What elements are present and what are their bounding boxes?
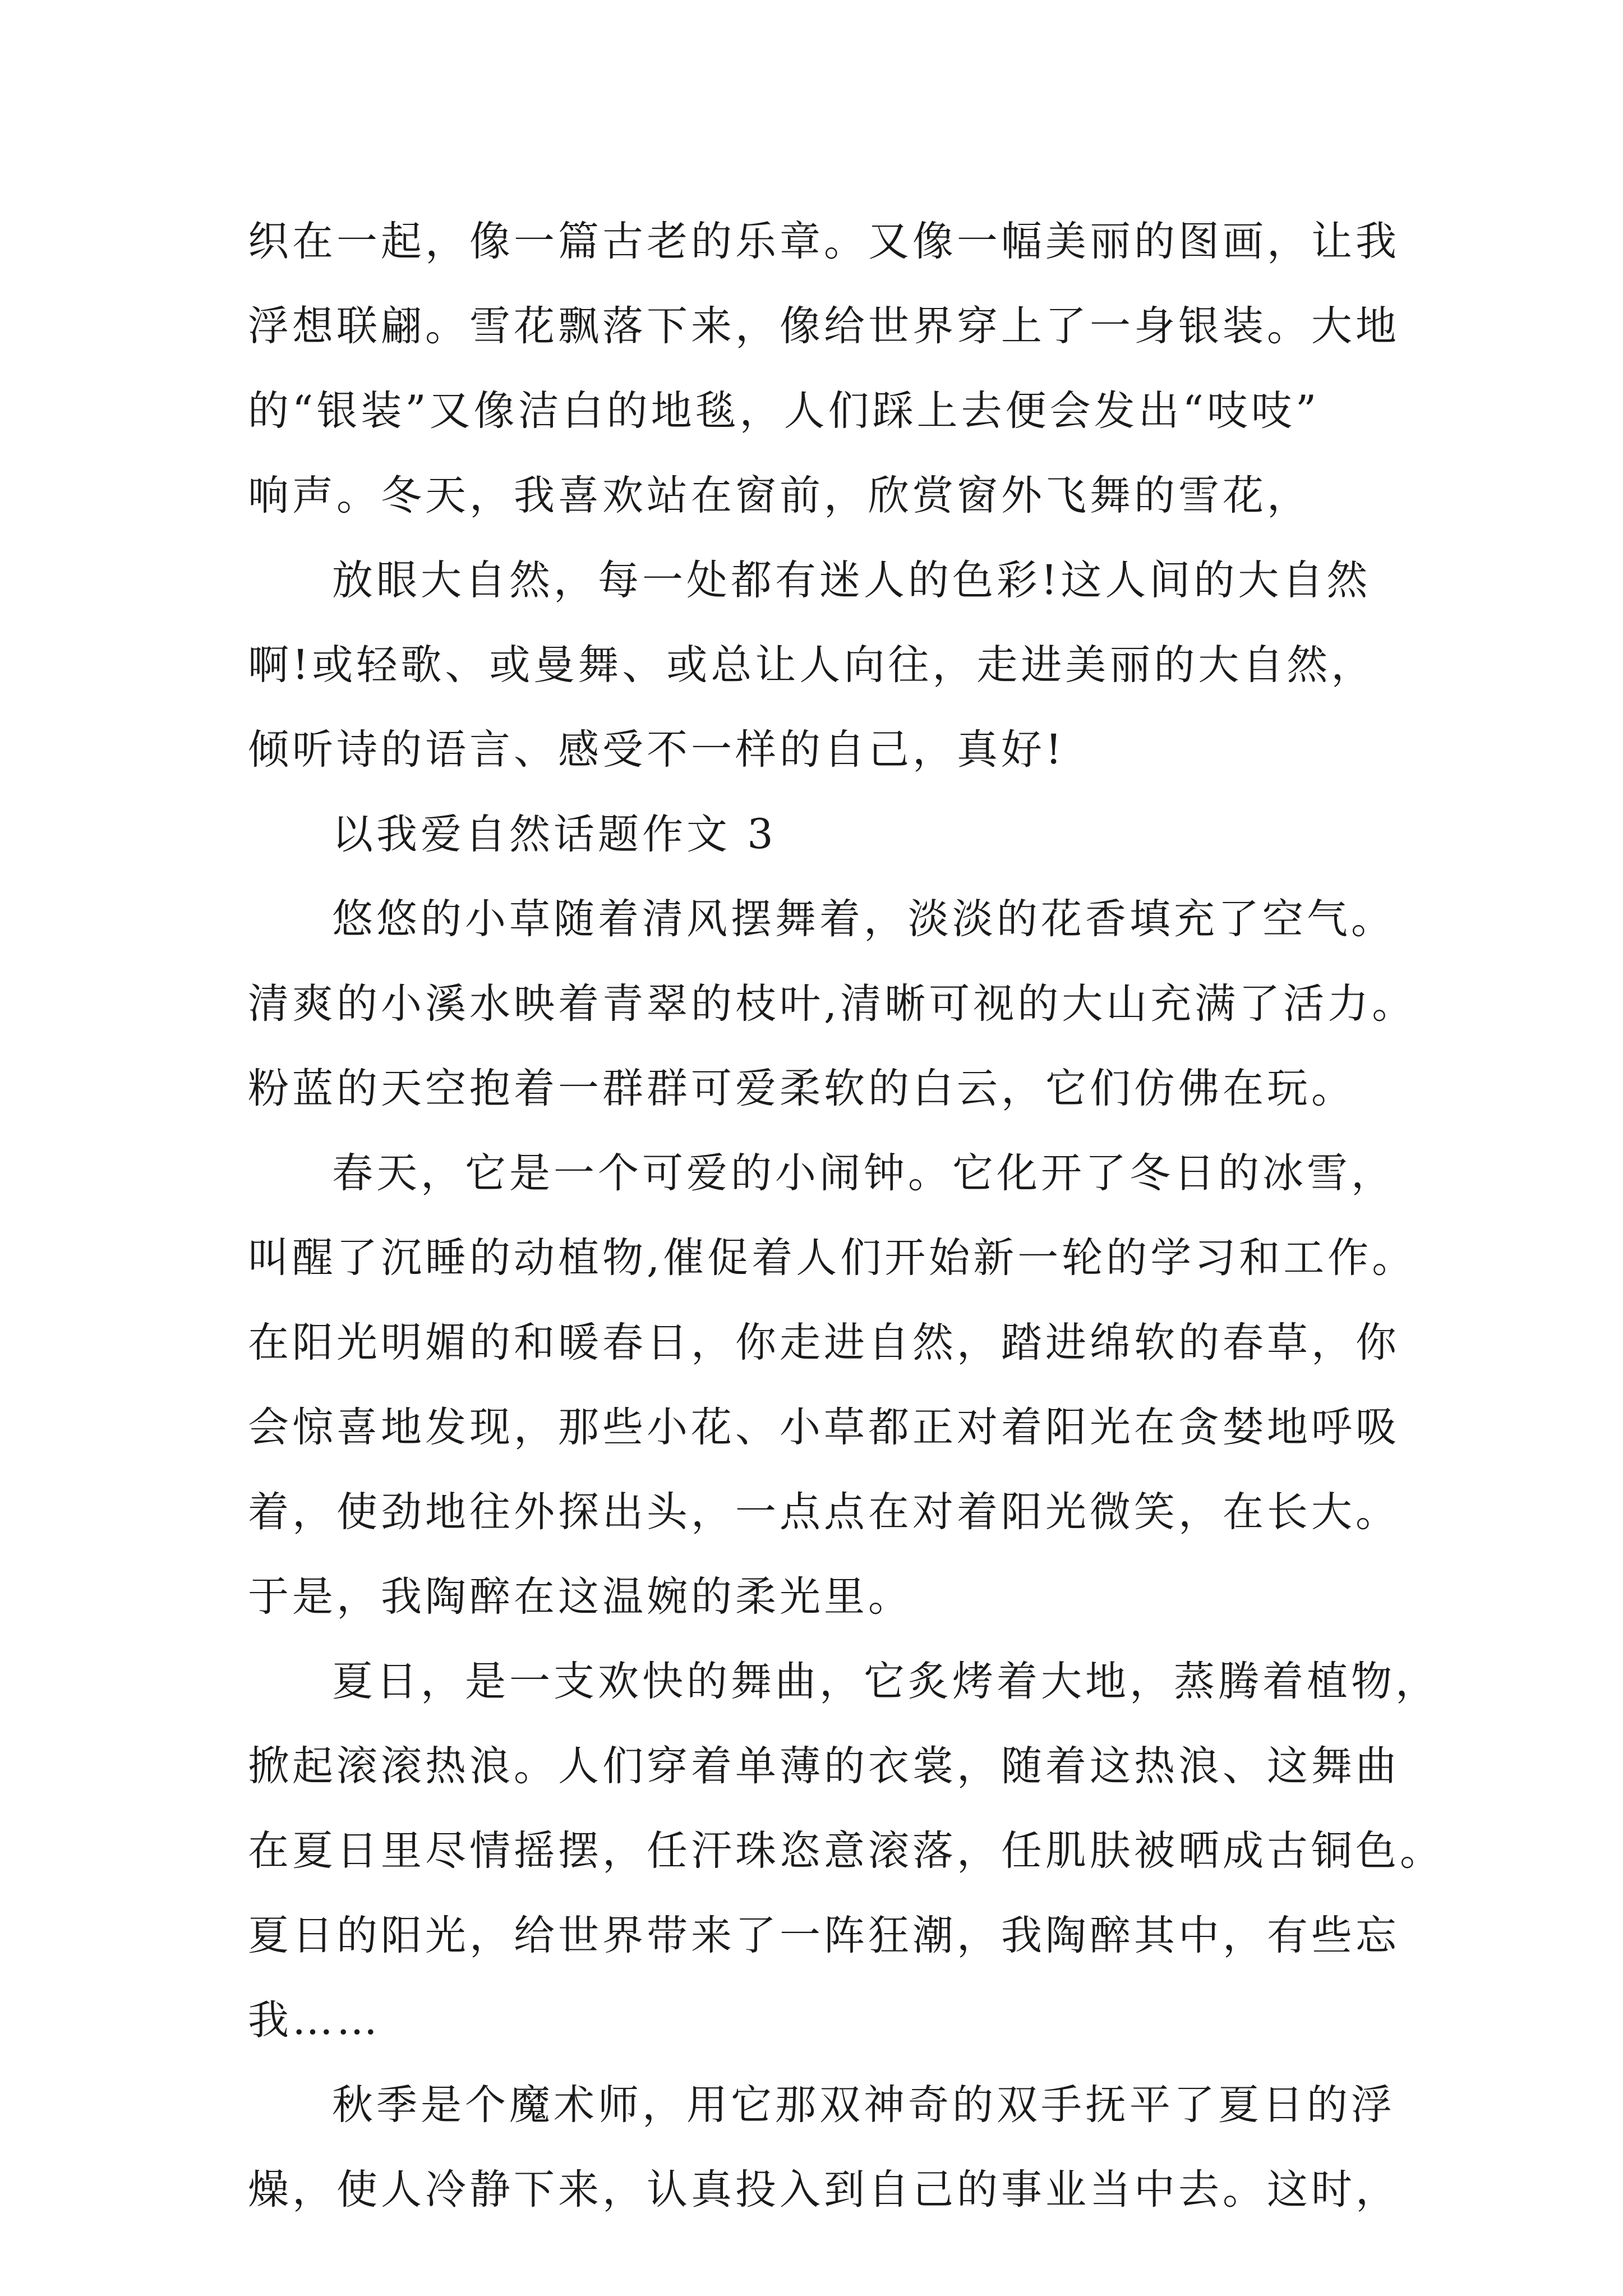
text-line: 粉蓝的天空抱着一群群可爱柔软的白云，它们仿佛在玩。 — [248, 1065, 1355, 1112]
text-line: 燥，使人冷静下来，认真投入到自己的事业当中去。这时， — [248, 2166, 1400, 2214]
text-line: 织在一起，像一篇古老的乐章。又像一幅美丽的图画，让我 — [248, 218, 1400, 265]
text-line: 着，使劲地往外探出头，一点点在对着阳光微笑，在长大。 — [248, 1488, 1400, 1536]
text-line: 啊!或轻歌、或曼舞、或总让人向往，走进美丽的大自然， — [248, 641, 1376, 689]
essay-text — [248, 199, 1444, 2232]
text-line: 春天，它是一个可爱的小闹钟。它化开了冬日的冰雪， — [332, 1149, 1395, 1197]
text-line: 倾听诗的语言、感受不一样的自己，真好! — [248, 726, 1066, 774]
text-line: 夏日的阳光，给世界带来了一阵狂潮，我陶醉其中，有些忘 — [248, 1912, 1400, 1959]
text-line: 于是，我陶醉在这温婉的柔光里。 — [248, 1573, 912, 1621]
text-line: 响声。冬天，我喜欢站在窗前，欣赏窗外飞舞的雪花， — [248, 472, 1311, 519]
text-line: 叫醒了沉睡的动植物,催促着人们开始新一轮的学习和工作。 — [248, 1234, 1417, 1282]
text-line: 秋季是个魔术师，用它那双神奇的双手抚平了夏日的浮 — [332, 2081, 1395, 2129]
text-line: 夏日，是一支欢快的舞曲，它炙烤着大地，蒸腾着植物， — [332, 1658, 1440, 1705]
text-line: 悠悠的小草随着清风摆舞着，淡淡的花香填充了空气。 — [332, 895, 1395, 943]
text-line: 掀起滚滚热浪。人们穿着单薄的衣裳，随着这热浪、这舞曲 — [248, 1742, 1400, 1790]
text-line: 会惊喜地发现，那些小花、小草都正对着阳光在贪婪地呼吸 — [248, 1404, 1400, 1451]
text-line: 清爽的小溪水映着青翠的枝叶,清晰可视的大山充满了活力。 — [248, 980, 1417, 1028]
text-line: 在夏日里尽情摇摆，任汗珠恣意滚落，任肌肤被晒成古铜色。 — [248, 1827, 1444, 1875]
text-line: 的“银装”又像洁白的地毯，人们踩上去便会发出“吱吱” — [248, 387, 1320, 435]
text-line: 浮想联翩。雪花飘落下来，像给世界穿上了一身银装。大地 — [248, 302, 1400, 350]
section-heading: 以我爱自然话题作文 3 — [332, 811, 777, 858]
text-line: 放眼大自然，每一处都有迷人的色彩!这人间的大自然 — [332, 556, 1371, 604]
text-line: 我…… — [248, 1996, 381, 2044]
text-line: 在阳光明媚的和暖春日，你走进自然，踏进绵软的春草，你 — [248, 1319, 1400, 1366]
